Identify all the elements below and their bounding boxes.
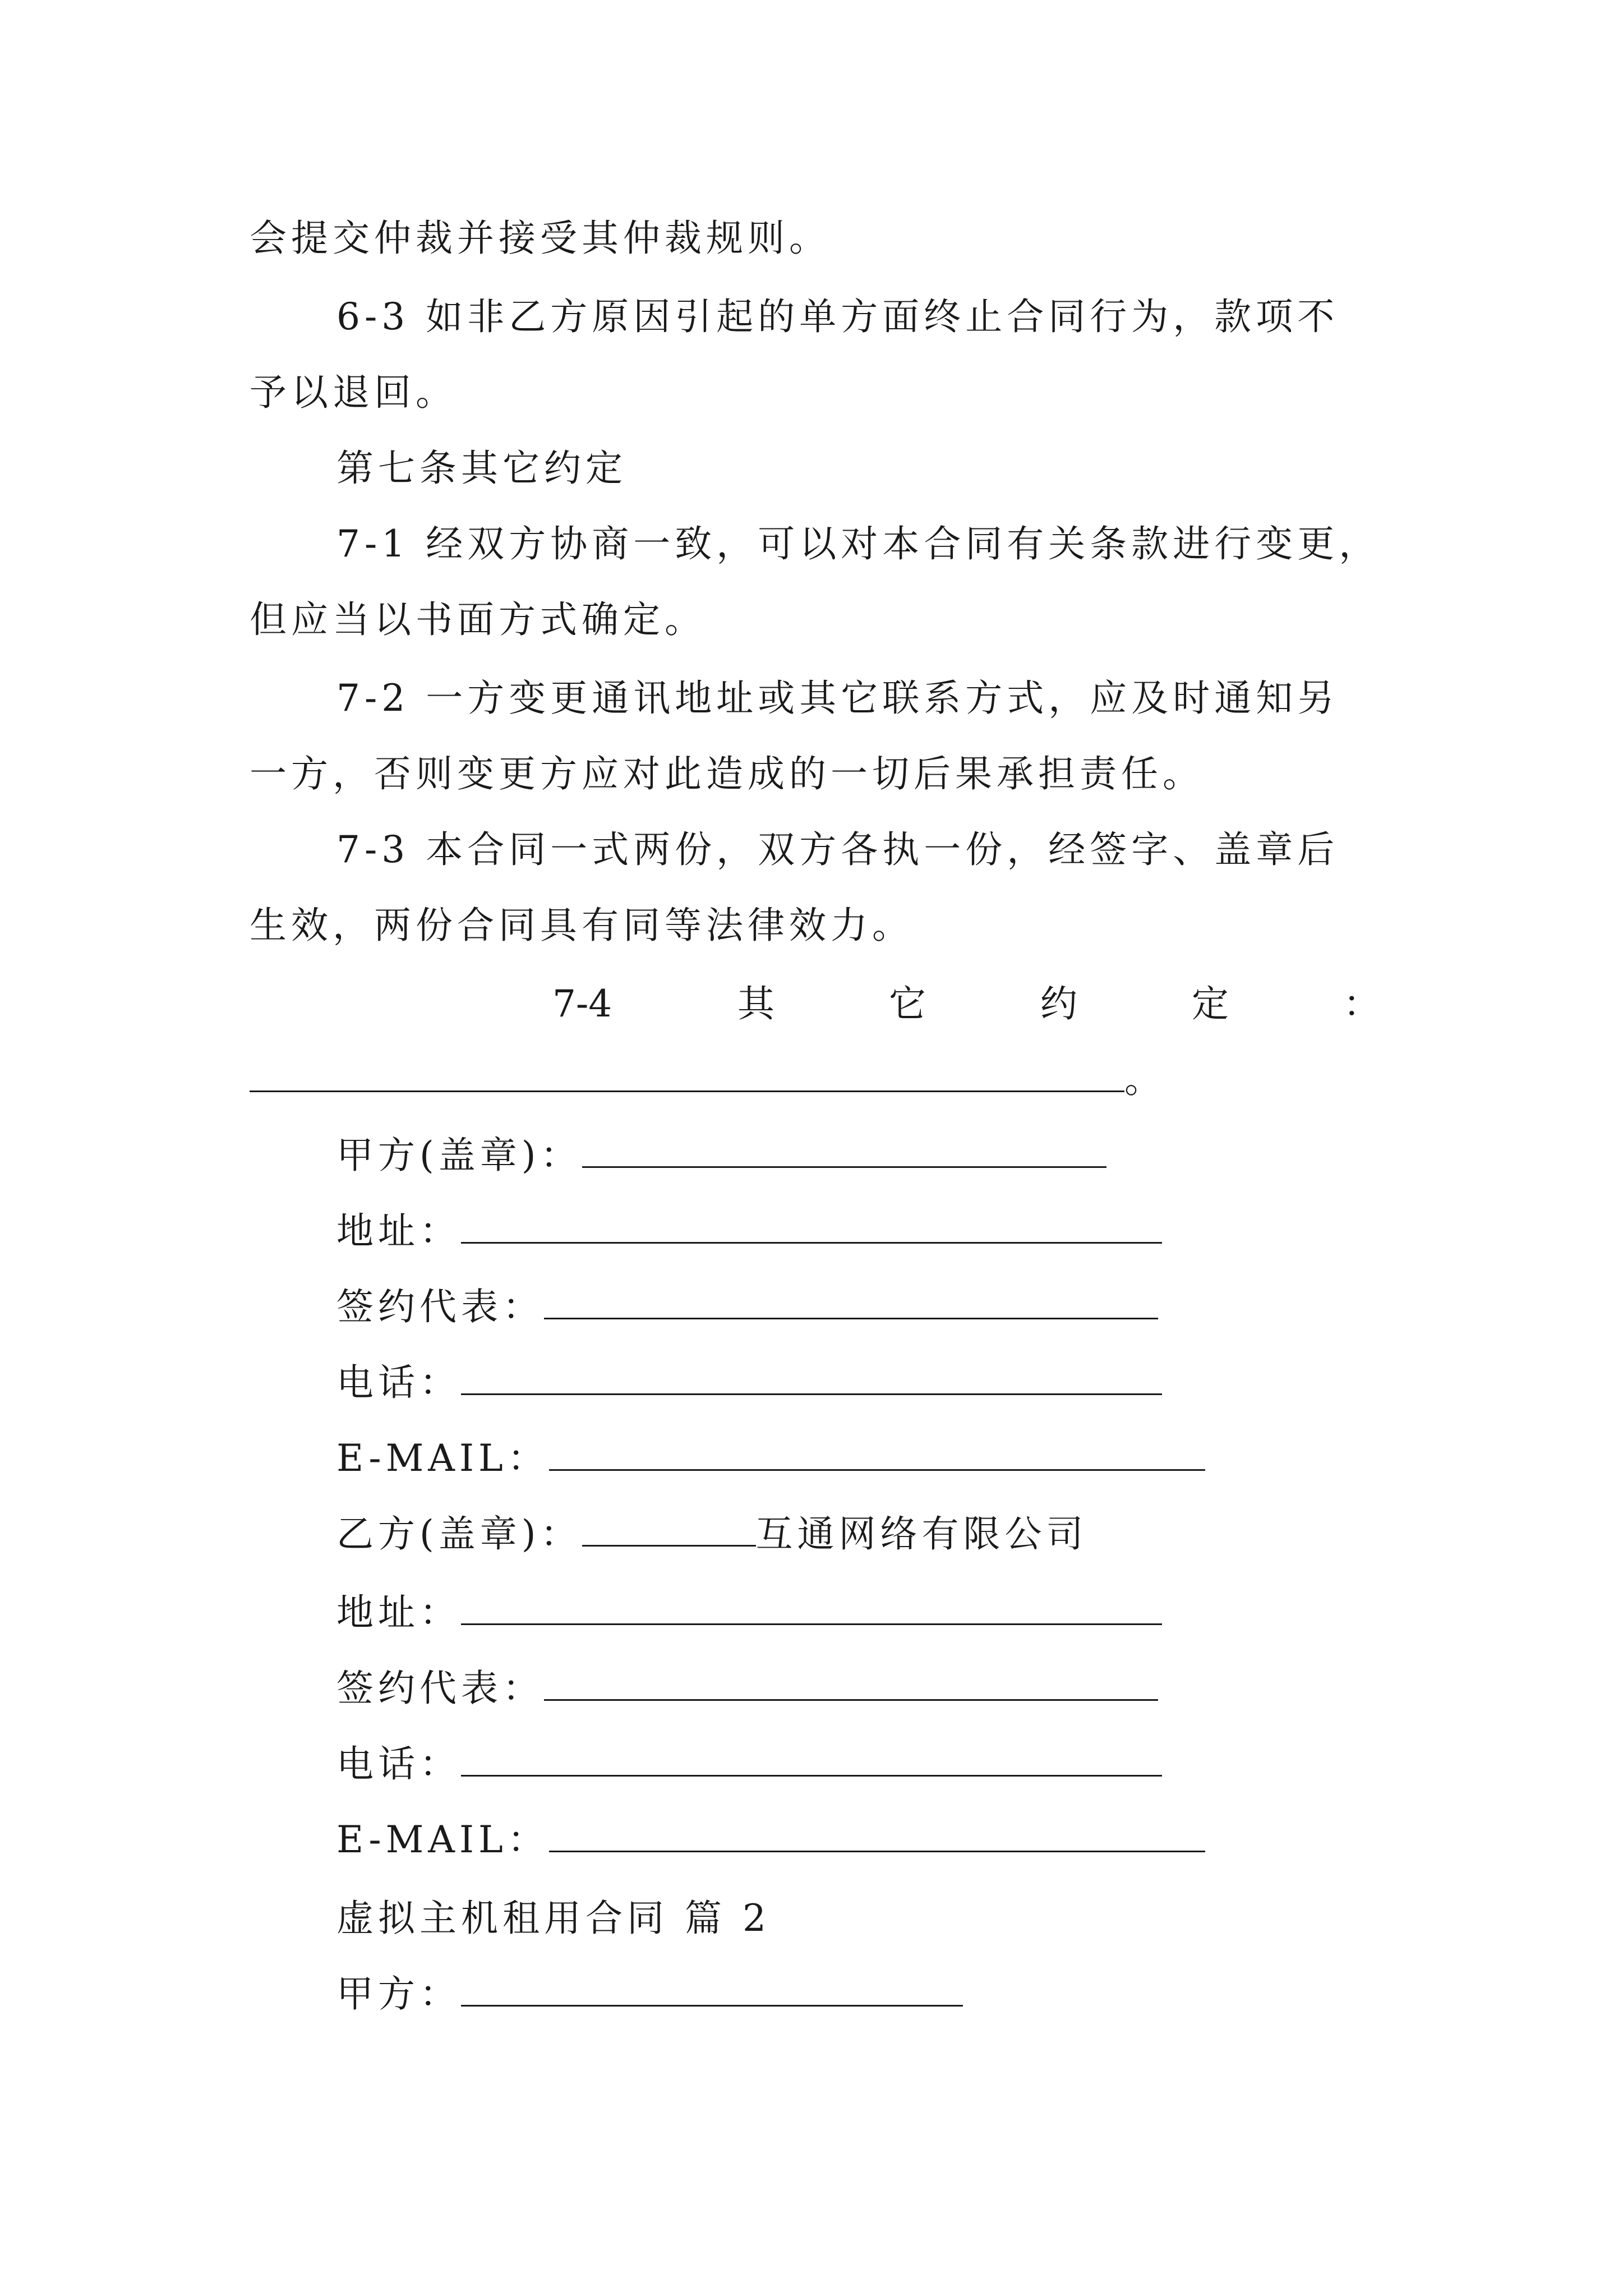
- party-b-rep-blank: [544, 1664, 1158, 1701]
- party-a-rep-label: 签约代表：: [336, 1285, 544, 1328]
- clause-7-1-line2: 但应当以书面方式确定。: [250, 598, 706, 641]
- clause-7-4-blank: [250, 1056, 1124, 1092]
- clause-7-4-char: 其: [737, 982, 774, 1025]
- party-b-email-row: [336, 1815, 1205, 1865]
- next-contract-title: 虚拟主机租用合同 篇 2: [336, 1897, 771, 1940]
- clause-7-3-line2: 生效，两份合同具有同等法律效力。: [250, 904, 914, 947]
- party-a-seal-blank: [582, 1131, 1106, 1168]
- party-a-email-row: [336, 1433, 1205, 1484]
- party-b-rep-row: [336, 1663, 1158, 1714]
- party-a-seal-row: [336, 1130, 1106, 1181]
- party-a-rep-blank: [544, 1283, 1158, 1319]
- party-a-seal-label: 甲方(盖章)：: [336, 1134, 582, 1177]
- article-7-heading: 第七条其它约定: [336, 447, 627, 490]
- clause-7-4-char: 它: [889, 982, 926, 1025]
- party-b-email-label: E-MAIL：: [336, 1818, 549, 1861]
- party-a-phone-row: [336, 1358, 1162, 1408]
- clause-7-4-colon: ：: [1343, 982, 1380, 1025]
- party-b-seal-value: 互通网络有限公司: [755, 1512, 1088, 1556]
- party-a-address-blank: [461, 1207, 1162, 1244]
- party-b-address-row: [336, 1588, 1162, 1638]
- clause-7-4-line: [250, 979, 1380, 1029]
- party-b-email-blank: [549, 1816, 1205, 1852]
- next-party-a-row: [336, 1969, 963, 2019]
- clause-7-1-line1: 7-1 经双方协商一致，可以对本合同有关条款进行变更，: [336, 522, 1381, 565]
- clause-7-4-blank-line: [250, 1055, 1166, 1105]
- clause-7-4-char: 约: [1040, 982, 1077, 1025]
- clause-7-4-period: 。: [1124, 1058, 1166, 1101]
- party-a-email-label: E-MAIL：: [336, 1437, 549, 1480]
- party-a-address-label: 地址：: [336, 1209, 461, 1253]
- party-b-address-label: 地址：: [336, 1591, 461, 1634]
- party-a-rep-row: [336, 1282, 1158, 1332]
- next-party-a-blank: [461, 1970, 963, 2007]
- clause-7-4-number: 7-4: [552, 982, 612, 1025]
- party-b-seal-label: 乙方(盖章)：: [336, 1512, 582, 1556]
- clause-6-3-line2: 予以退回。: [250, 371, 457, 414]
- party-b-phone-blank: [461, 1740, 1162, 1777]
- clause-7-2-line2: 一方，否则变更方应对此造成的一切后果承担责任。: [250, 752, 1204, 795]
- clause-6-3-line1: 6-3 如非乙方原因引起的单方面终止合同行为，款项不: [336, 295, 1339, 338]
- party-a-phone-label: 电话：: [336, 1361, 461, 1404]
- clause-7-2-line1: 7-2 一方变更通讯地址或其它联系方式，应及时通知另: [336, 677, 1339, 720]
- party-a-address-row: [336, 1206, 1162, 1257]
- party-a-email-blank: [549, 1434, 1205, 1471]
- party-b-seal-row: [336, 1509, 1088, 1559]
- party-b-seal-blank: [582, 1510, 756, 1547]
- clause-7-4-char: 定: [1192, 982, 1229, 1025]
- party-b-address-blank: [461, 1589, 1162, 1625]
- party-b-rep-label: 签约代表：: [336, 1667, 544, 1710]
- clause-7-3-line1: 7-3 本合同一式两份，双方各执一份，经签字、盖章后: [336, 828, 1339, 871]
- party-a-phone-blank: [461, 1359, 1162, 1395]
- party-b-phone-row: [336, 1739, 1162, 1789]
- next-party-a-label: 甲方：: [336, 1972, 461, 2016]
- party-b-phone-label: 电话：: [336, 1742, 461, 1786]
- paragraph-line: 会提交仲裁并接受其仲裁规则。: [250, 217, 831, 260]
